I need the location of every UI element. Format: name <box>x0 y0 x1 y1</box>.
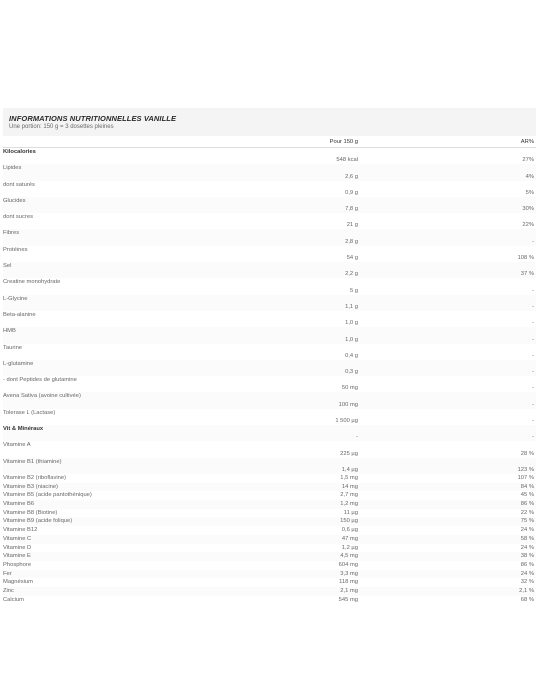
nutrient-ar-percent: 75 % <box>358 517 536 526</box>
nutrient-name: L-glutamine <box>3 360 303 376</box>
nutrient-amount: 1,2 µg <box>341 544 358 551</box>
table-row <box>3 311 536 327</box>
table-row <box>3 164 536 180</box>
table-row <box>3 295 536 311</box>
nutrient-ar-percent: 107 % <box>517 474 534 481</box>
nutrient-ar-percent: - <box>358 229 536 245</box>
nutrient-amount: 100 mg <box>303 392 358 408</box>
nutrient-amount: 50 mg <box>341 385 358 392</box>
table-row <box>3 552 536 561</box>
nutrient-name: Beta-alanine <box>3 311 36 318</box>
nutrient-amount: 2,2 g <box>303 262 358 278</box>
nutrient-name: Vitamine D <box>3 544 32 551</box>
nutrient-name: dont sucres <box>3 214 33 221</box>
nutrient-ar-percent: 37 % <box>358 262 536 278</box>
nutrient-name: Protéines <box>3 246 28 253</box>
nutrient-ar-percent: - <box>532 418 534 425</box>
nutrient-name: Magnésium <box>3 579 33 586</box>
nutrient-ar-percent: - <box>532 352 534 359</box>
nutrition-title: INFORMATIONS NUTRITIONNELLES VANILLE <box>9 114 177 123</box>
nutrition-table-body <box>3 148 536 605</box>
nutrient-name: Zinc <box>3 587 303 596</box>
nutrient-ar-percent: 68 % <box>520 596 534 603</box>
nutrient-ar-percent: 108 % <box>517 255 534 262</box>
nutrient-ar-percent: - <box>358 360 536 376</box>
nutrient-ar-percent: 2,1 % <box>358 587 536 596</box>
nutrient-name: Vitamine B6 <box>3 500 303 509</box>
nutrient-name: Vit & Minéraux <box>3 425 303 441</box>
nutrient-ar-percent: - <box>532 385 534 392</box>
nutrient-name: - dont Peptides de glutamine <box>3 377 77 384</box>
table-row <box>3 474 536 483</box>
nutrient-name: Sel <box>3 262 303 278</box>
nutrient-name: Avena Sativa (avoine cultivée) <box>3 392 303 408</box>
nutrient-ar-percent: 32 % <box>520 579 534 586</box>
table-row <box>3 491 536 500</box>
nutrient-amount: 2,1 mg <box>303 587 358 596</box>
table-row <box>3 509 536 518</box>
nutrient-amount: 54 g <box>346 255 358 262</box>
table-row <box>3 596 536 605</box>
nutrient-name: Phosphore <box>3 561 32 568</box>
nutrient-ar-percent: 24 % <box>520 544 534 551</box>
nutrient-amount: 548 kcal <box>336 157 358 164</box>
nutrient-amount: 47 mg <box>303 535 358 544</box>
nutrient-name: Lipides <box>3 164 303 180</box>
table-row <box>3 327 536 343</box>
table-row <box>3 535 536 544</box>
nutrient-amount: 225 µg <box>340 450 358 457</box>
nutrient-ar-percent: 84 % <box>358 483 536 492</box>
nutrient-name: L-Glycine <box>3 295 303 311</box>
nutrient-ar-percent: - <box>358 295 536 311</box>
nutrient-ar-percent: 5% <box>525 189 534 196</box>
column-header-per-serving: Pour 150 g <box>303 136 358 148</box>
nutrition-panel <box>3 108 536 604</box>
nutrient-name: Glucides <box>3 197 303 213</box>
nutrient-amount: 1,0 g <box>345 320 358 327</box>
table-row <box>3 278 536 294</box>
nutrient-amount: 1,2 mg <box>303 500 358 509</box>
table-row <box>3 578 536 587</box>
nutrient-amount: 0,6 µg <box>341 527 358 534</box>
nutrient-ar-percent: 28 % <box>520 450 534 457</box>
nutrient-name: Fer <box>3 570 303 579</box>
nutrient-ar-percent: 24 % <box>520 527 534 534</box>
table-row <box>3 561 536 570</box>
table-row <box>3 392 536 408</box>
table-row <box>3 229 536 245</box>
table-row <box>3 409 536 425</box>
nutrient-ar-percent: 4% <box>358 164 536 180</box>
nutrient-name: Tolerase L (Lactase) <box>3 409 56 416</box>
table-row <box>3 425 536 441</box>
nutrient-ar-percent: - <box>532 320 534 327</box>
nutrient-ar-percent: - <box>532 287 534 294</box>
nutrient-name: Kilocalories <box>3 149 36 155</box>
nutrient-amount: 14 mg <box>303 483 358 492</box>
nutrient-amount: 1,1 g <box>303 295 358 311</box>
nutrient-name: Creatine monohydrate <box>3 279 61 286</box>
nutrient-amount: 150 µg <box>303 517 358 526</box>
nutrient-amount: 0,9 g <box>345 189 358 196</box>
nutrient-amount: 2,6 g <box>303 164 358 180</box>
nutrient-name: Vitamine B12 <box>3 527 38 534</box>
nutrient-amount: 11 µg <box>343 509 358 516</box>
table-row <box>3 246 536 262</box>
table-row <box>3 262 536 278</box>
table-row <box>3 213 536 229</box>
nutrient-amount: 4,5 mg <box>303 552 358 561</box>
table-row <box>3 458 536 474</box>
nutrient-amount: 1,5 mg <box>340 474 358 481</box>
nutrient-name: dont saturés <box>3 181 35 188</box>
nutrient-name: Vitamine A <box>3 442 31 449</box>
nutrient-ar-percent: 24 % <box>358 570 536 579</box>
table-row <box>3 360 536 376</box>
table-row <box>3 197 536 213</box>
column-header-name <box>3 136 303 148</box>
nutrient-amount: 118 mg <box>339 579 358 586</box>
nutrient-amount: 7,8 g <box>303 197 358 213</box>
nutrient-name: Vitamine B8 (Biotine) <box>3 509 58 516</box>
nutrient-ar-percent: 30% <box>358 197 536 213</box>
table-row <box>3 544 536 553</box>
nutrient-ar-percent: 45 % <box>520 492 534 499</box>
nutrient-amount: 1,4 µg <box>303 458 358 474</box>
nutrient-ar-percent: - <box>358 327 536 343</box>
table-row <box>3 441 536 457</box>
table-row <box>3 148 536 165</box>
nutrient-amount: 5 g <box>349 287 358 294</box>
nutrient-amount: 3,3 mg <box>303 570 358 579</box>
table-row <box>3 500 536 509</box>
nutrient-ar-percent: 22 % <box>520 509 534 516</box>
nutrient-ar-percent: 86 % <box>520 561 534 568</box>
nutrient-name: Vitamine C <box>3 535 303 544</box>
table-row <box>3 344 536 360</box>
table-row <box>3 587 536 596</box>
nutrient-amount: - <box>303 425 358 441</box>
nutrient-name: Calcium <box>3 596 24 603</box>
nutrition-header <box>3 108 536 136</box>
nutrient-amount: 21 g <box>346 222 358 229</box>
table-row <box>3 181 536 197</box>
nutrient-ar-percent: 38 % <box>358 552 536 561</box>
table-row <box>3 526 536 535</box>
nutrient-ar-percent: 58 % <box>358 535 536 544</box>
nutrient-name: Taurine <box>3 344 23 351</box>
nutrient-name: Vitamine B5 (acide pantothénique) <box>3 492 92 499</box>
nutrient-ar-percent: 86 % <box>358 500 536 509</box>
nutrient-name: Vitamine B9 (acide folique) <box>3 517 303 526</box>
column-header-ar: AR% <box>358 136 536 148</box>
table-row <box>3 517 536 526</box>
nutrient-amount: 1,0 g <box>303 327 358 343</box>
table-row <box>3 376 536 392</box>
nutrient-name: HMB <box>3 327 303 343</box>
nutrient-ar-percent: 123 % <box>358 458 536 474</box>
nutrient-amount: 0,4 g <box>345 352 358 359</box>
nutrient-amount: 604 mg <box>338 561 358 568</box>
nutrient-amount: 0,3 g <box>303 360 358 376</box>
nutrient-name: Vitamine B2 (riboflavine) <box>3 474 67 481</box>
nutrient-amount: 2,8 g <box>303 229 358 245</box>
nutrient-name: Vitamine E <box>3 552 303 561</box>
nutrient-ar-percent: - <box>358 392 536 408</box>
serving-size-text: Une portion: 150 g = 3 dosettes pleines <box>9 124 114 130</box>
nutrient-ar-percent: - <box>358 425 536 441</box>
nutrient-name: Vitamine B3 (niacine) <box>3 483 303 492</box>
table-row <box>3 483 536 492</box>
nutrient-amount: 1 500 µg <box>335 418 358 425</box>
nutrient-name: Vitamine B1 (thiamine) <box>3 458 303 474</box>
table-header-row <box>3 136 536 148</box>
nutrient-ar-percent: 22% <box>522 222 534 229</box>
nutrient-ar-percent: 27% <box>522 157 534 164</box>
table-row <box>3 570 536 579</box>
nutrient-name: Fibres <box>3 229 303 245</box>
nutrition-table <box>3 136 536 604</box>
nutrient-amount: 2,7 mg <box>340 492 358 499</box>
nutrient-amount: 545 mg <box>338 596 358 603</box>
